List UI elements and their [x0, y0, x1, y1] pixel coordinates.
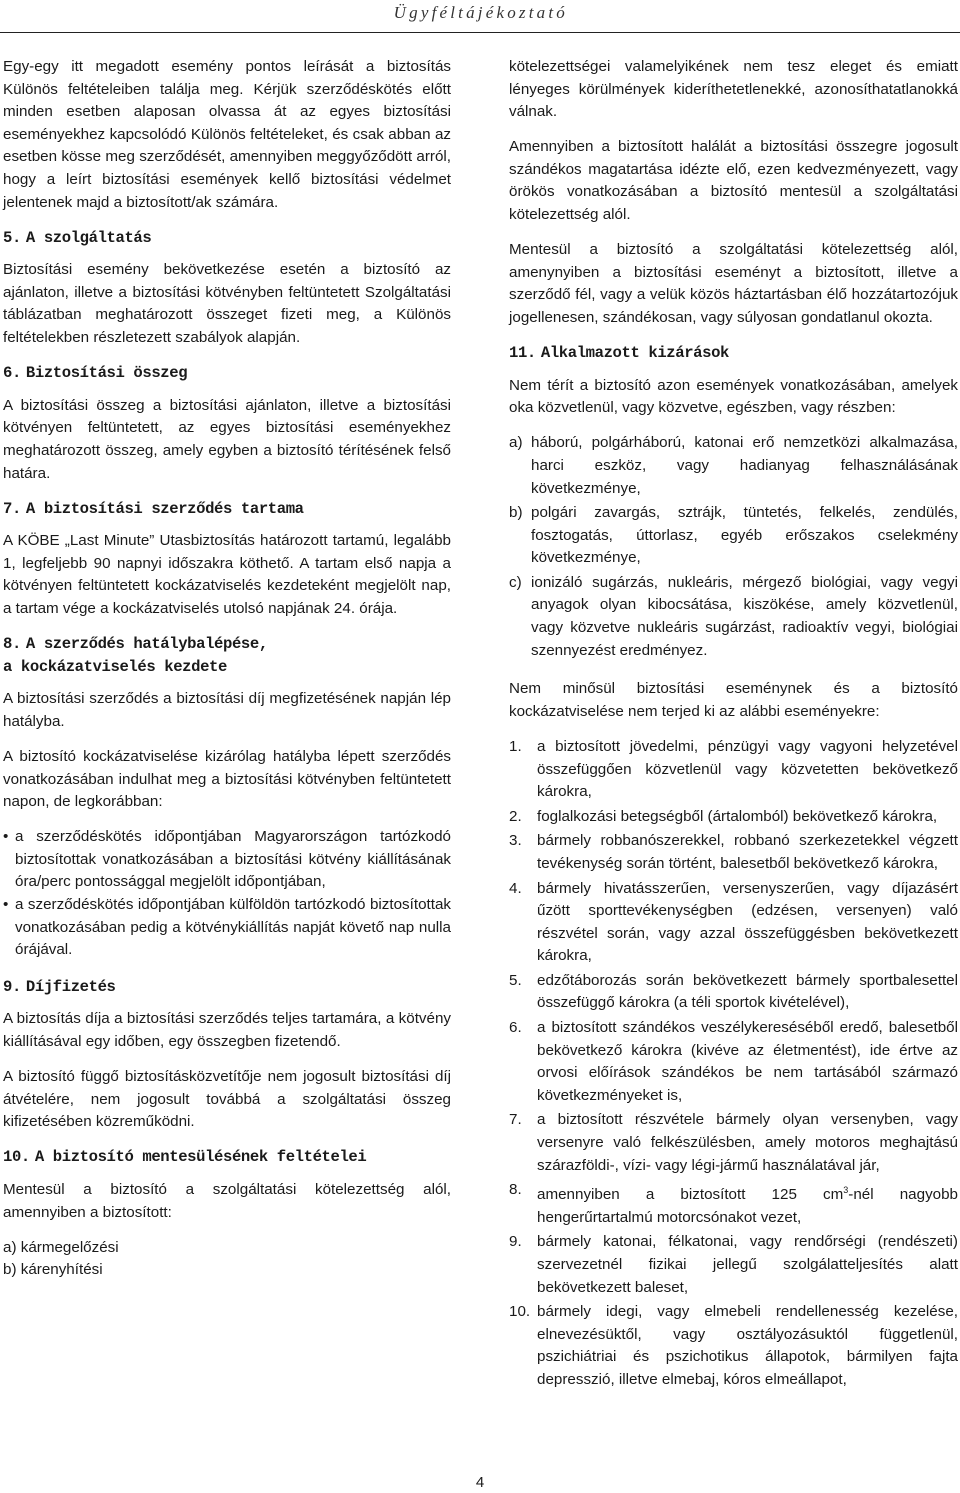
section-6-heading: 6. Biztosítási összeg — [3, 364, 188, 383]
list-item: 10. bármely idegi, vagy elmebeli rendellenesség kezelése, elnevezésüktől, vagy osztályozásuktól függetlenül, pszichiátriai és pszichotikus állapotok, bármilyen fajta depresszió, illetve elmebaj, kóros elmeállapot, — [509, 1303, 958, 1389]
death-exemption-paragraph: Amennyiben a biztosított halálát a biztosítási összegre jogosult szándékos magatartása idézte elő, ezen kedvezményezett, vagy örökös vonatkozásában a biztosító mentesül a szolgáltatási kötelezettség alól. — [509, 138, 958, 224]
section-11-paragraph-2: Nem minősül biztosítási eseménynek és a biztosító kockázatviselése nem terjed ki az alábbi eseményekre: — [509, 680, 958, 720]
list-item: 3. bármely robbanószerekkel, robbanó szerkezetekkel végzett tevékenység során történt, balesetből bekövetkező károkra, — [509, 832, 958, 872]
section-10-item-b: b) kárenyhítési — [3, 1261, 103, 1279]
section-9-paragraph-2: A biztosító függő biztosításközvetítője nem jogosult biztosítási díj átvételére, nem jogosult továbbá a szolgáltatási összeg kifizetésében közreműködni. — [3, 1068, 451, 1131]
header-title: Ügyféltájékoztató — [393, 3, 568, 22]
page-number: 4 — [475, 1474, 485, 1491]
section-7-paragraph: A KÖBE „Last Minute” Utasbiztosítás határozott tartamú, legalább 1, legfeljebb 90 napnyi időszakra köthető. A tartam első napja a kötvényen feltüntetett kockázatviselés kezdeteként megjelölt nap, a tartam vége a kockázatviselés utolsó napjának 24. órája. — [3, 532, 451, 617]
right-column — [509, 56, 958, 1394]
list-item: 2. foglalkozási betegségből (ártalomból) bekövetkező károkra, — [509, 807, 938, 825]
list-item: c) ionizáló sugárzás, nukleáris, mérgező biológiai, vagy vegyi anyagok olyan kibocsátása, kiszökése, amely közvetlenül, vagy közvetve nukleáris sugárzást, radioaktív vegyi, biológiai szennyezést eredményez. — [509, 573, 958, 659]
list-item: a) háború, polgárháború, katonai erő nemzetközi alkalmazása, harci eszköz, vagy hadianyag felhasználásának következménye, — [509, 434, 958, 497]
section-10-heading: 10. A biztosító mentesülésének feltételei — [3, 1148, 367, 1167]
section-10-item-a: a) kármegelőzési — [3, 1238, 119, 1256]
section-8-paragraph-2: A biztosító kockázatviselése kizárólag hatályba lépett szerződés vonatkozásában indulhat meg a biztosítási kötvényben feltüntetett napon, de legkorábban: — [3, 747, 451, 811]
left-column — [3, 56, 451, 1282]
continued-paragraph: kötelezettségei valamelyikének nem tesz eleget és emiatt lényeges körülmények kideríthetetlenekké, azonosíthatatlanokká válnak. — [509, 58, 958, 121]
list-item: 6. a biztosított szándékos veszélykereséséből eredő, balesetből bekövetkező károkra (kivéve az életmentést), ide értve az orvosi előírások szándékos be nem tartásából származó következményeket is, — [509, 1019, 958, 1104]
list-item: • a szerződéskötés időpontjában külföldön tartózkodó biztosítottak vonatkozásában pedig a kötvénykiállítás napját követő nap nulla órájával. — [3, 894, 451, 962]
section-11-paragraph-1: Nem térít a biztosító azon események vonatkozásában, amelyek oka közvetlenül, vagy közvetve, egészben, vagy részben: — [509, 376, 958, 417]
section-8-paragraph-1: A biztosítási szerződés a biztosítási díj megfizetésének napján lép hatályba. — [3, 690, 451, 730]
section-8-heading: 8. A szerződés hatálybalépése, a kockázatviselés kezdete — [3, 635, 268, 676]
list-item: 5. edzőtáborozás során bekövetkezett bármely sportbalesettel összefüggő károkra (a téli sportok kivételével), — [509, 971, 958, 1012]
section-5-heading: 5. A szolgáltatás — [3, 228, 152, 247]
list-item: b) polgári zavargás, sztrájk, tüntetés, felkelés, zendülés, fosztogatás, úttorlasz, egyéb erőszakos cselekmény következménye, — [509, 504, 958, 567]
list-item: 8. amennyiben a biztosított 125 $cm^3$-nél nagyobb hengerűrtartalmú motorcsónakot vezet, — [509, 1181, 958, 1226]
section-6-paragraph: A biztosítási összeg a biztosítási ajánlaton, illetve a biztosítási kötvényen feltüntetett, az egyes biztosítási eseményekhez meghatározott összeg, amely egyben a biztosító térítésének felső határa. — [3, 396, 451, 482]
intent-exemption-paragraph: Mentesül a biztosító a szolgáltatási kötelezettség alól, amenynyiben a biztosítási eseményt a biztosított, illetve a szerződő fél, vagy a velük közös háztartásban élő hozzátartozójuk jogellenesen, szándékosan, vagy súlyosan gondatlanul okozta. — [509, 241, 958, 326]
section-9-heading: 9. Díjfizetés — [3, 977, 116, 996]
section-9-paragraph-1: A biztosítás díja a biztosítási szerződés teljes tartamára, a kötvény kiállításával egy időben, egy összegben fizetendő. — [3, 1010, 451, 1050]
exclusion-letter-list — [509, 432, 958, 662]
header-rule — [0, 32, 960, 33]
list-item: 4. bármely hivatásszerűen, versenyszerűen, vagy díjazásért űzött sporttevékenységben (edzésen, versenyen) való részvétel során, vagy azzal összefüggésben bekövetkezett károkra, — [509, 879, 958, 965]
list-item: • a szerződéskötés időpontjában Magyarországon tartózkodó biztosítottak vonatkozásában a biztosítási kötvény kiállításának óra/perc pontossággal megjelölt időpontjában, — [3, 826, 451, 894]
section-5-paragraph: Biztosítási esemény bekövetkezése esetén a biztosító az ajánlaton, illetve a biztosítási kötvényben feltüntetett Szolgáltatási táblázatban meghatározott összeget fizeti meg, a Különös feltételekben részletezett szabályok alapján. — [3, 261, 451, 347]
intro-paragraph: Egy-egy itt megadott esemény pontos leírását a biztosítás Különös feltételeiben találja meg. Kérjük szerződéskötés előtt minden esetben alaposan olvassa át az egyes biztosítási eseményekhez kapcsolódó Különös feltételeket, és csak abban az esetben kösse meg szerződését, amennyiben meggyőződött arról, hogy a leírt biztosítási események kellő biztosítási védelmet jelentenek majd a biztosított/ak számára. — [3, 58, 451, 211]
exclusion-numbered-list — [509, 736, 958, 1392]
list-item: 7. a biztosított részvétele bármely olyan versenyben, vagy versenyre való felkészülésben, amely motoros meghajtású szárazföldi-, vízi- vagy légi-jármű használatával jár, — [509, 1111, 958, 1174]
section-8-bullet-list — [3, 826, 451, 962]
list-item: 1. a biztosított jövedelmi, pénzügyi vagy vagyoni helyzetével összefüggően közvetlenül vagy közvetetten bekövetkező károkra, — [509, 737, 958, 801]
section-10-paragraph: Mentesül a biztosító a szolgáltatási kötelezettség alól, amennyiben a biztosított: — [3, 1180, 451, 1221]
page-header — [0, 0, 960, 30]
list-item: 9. bármely katonai, félkatonai, vagy rendőrségi (rendészeti) szervezetnél fizikai jellegű szolgálatteljesítés alatt bekövetkezett baleset, — [509, 1233, 958, 1296]
section-11-heading: 11. Alkalmazott kizárások — [509, 344, 729, 363]
section-7-heading: 7. A biztosítási szerződés tartama — [3, 499, 304, 518]
